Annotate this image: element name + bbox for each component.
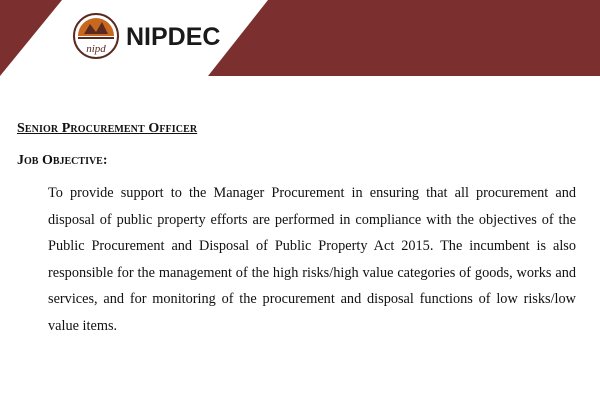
objective-paragraph: To provide support to the Manager Procurement in ensuring that all procurement and disposal of public property efforts are performed in compliance with the objectives of the Public Procurement and Disposal of Public Property Act 2015. The incumbent is also responsible for the management of the high risks/high value categories of goods, works and services, and for monitoring of the procurement and disposal functions of low risks/low value items. bbox=[48, 185, 576, 334]
nipdec-logo-icon bbox=[72, 12, 120, 60]
logo-mark-letters: nipd bbox=[86, 43, 106, 55]
section-label: Job Objective: bbox=[17, 153, 108, 168]
page-title: Senior Procurement Officer bbox=[17, 121, 198, 136]
logo-text: NIPDEC bbox=[126, 23, 221, 51]
